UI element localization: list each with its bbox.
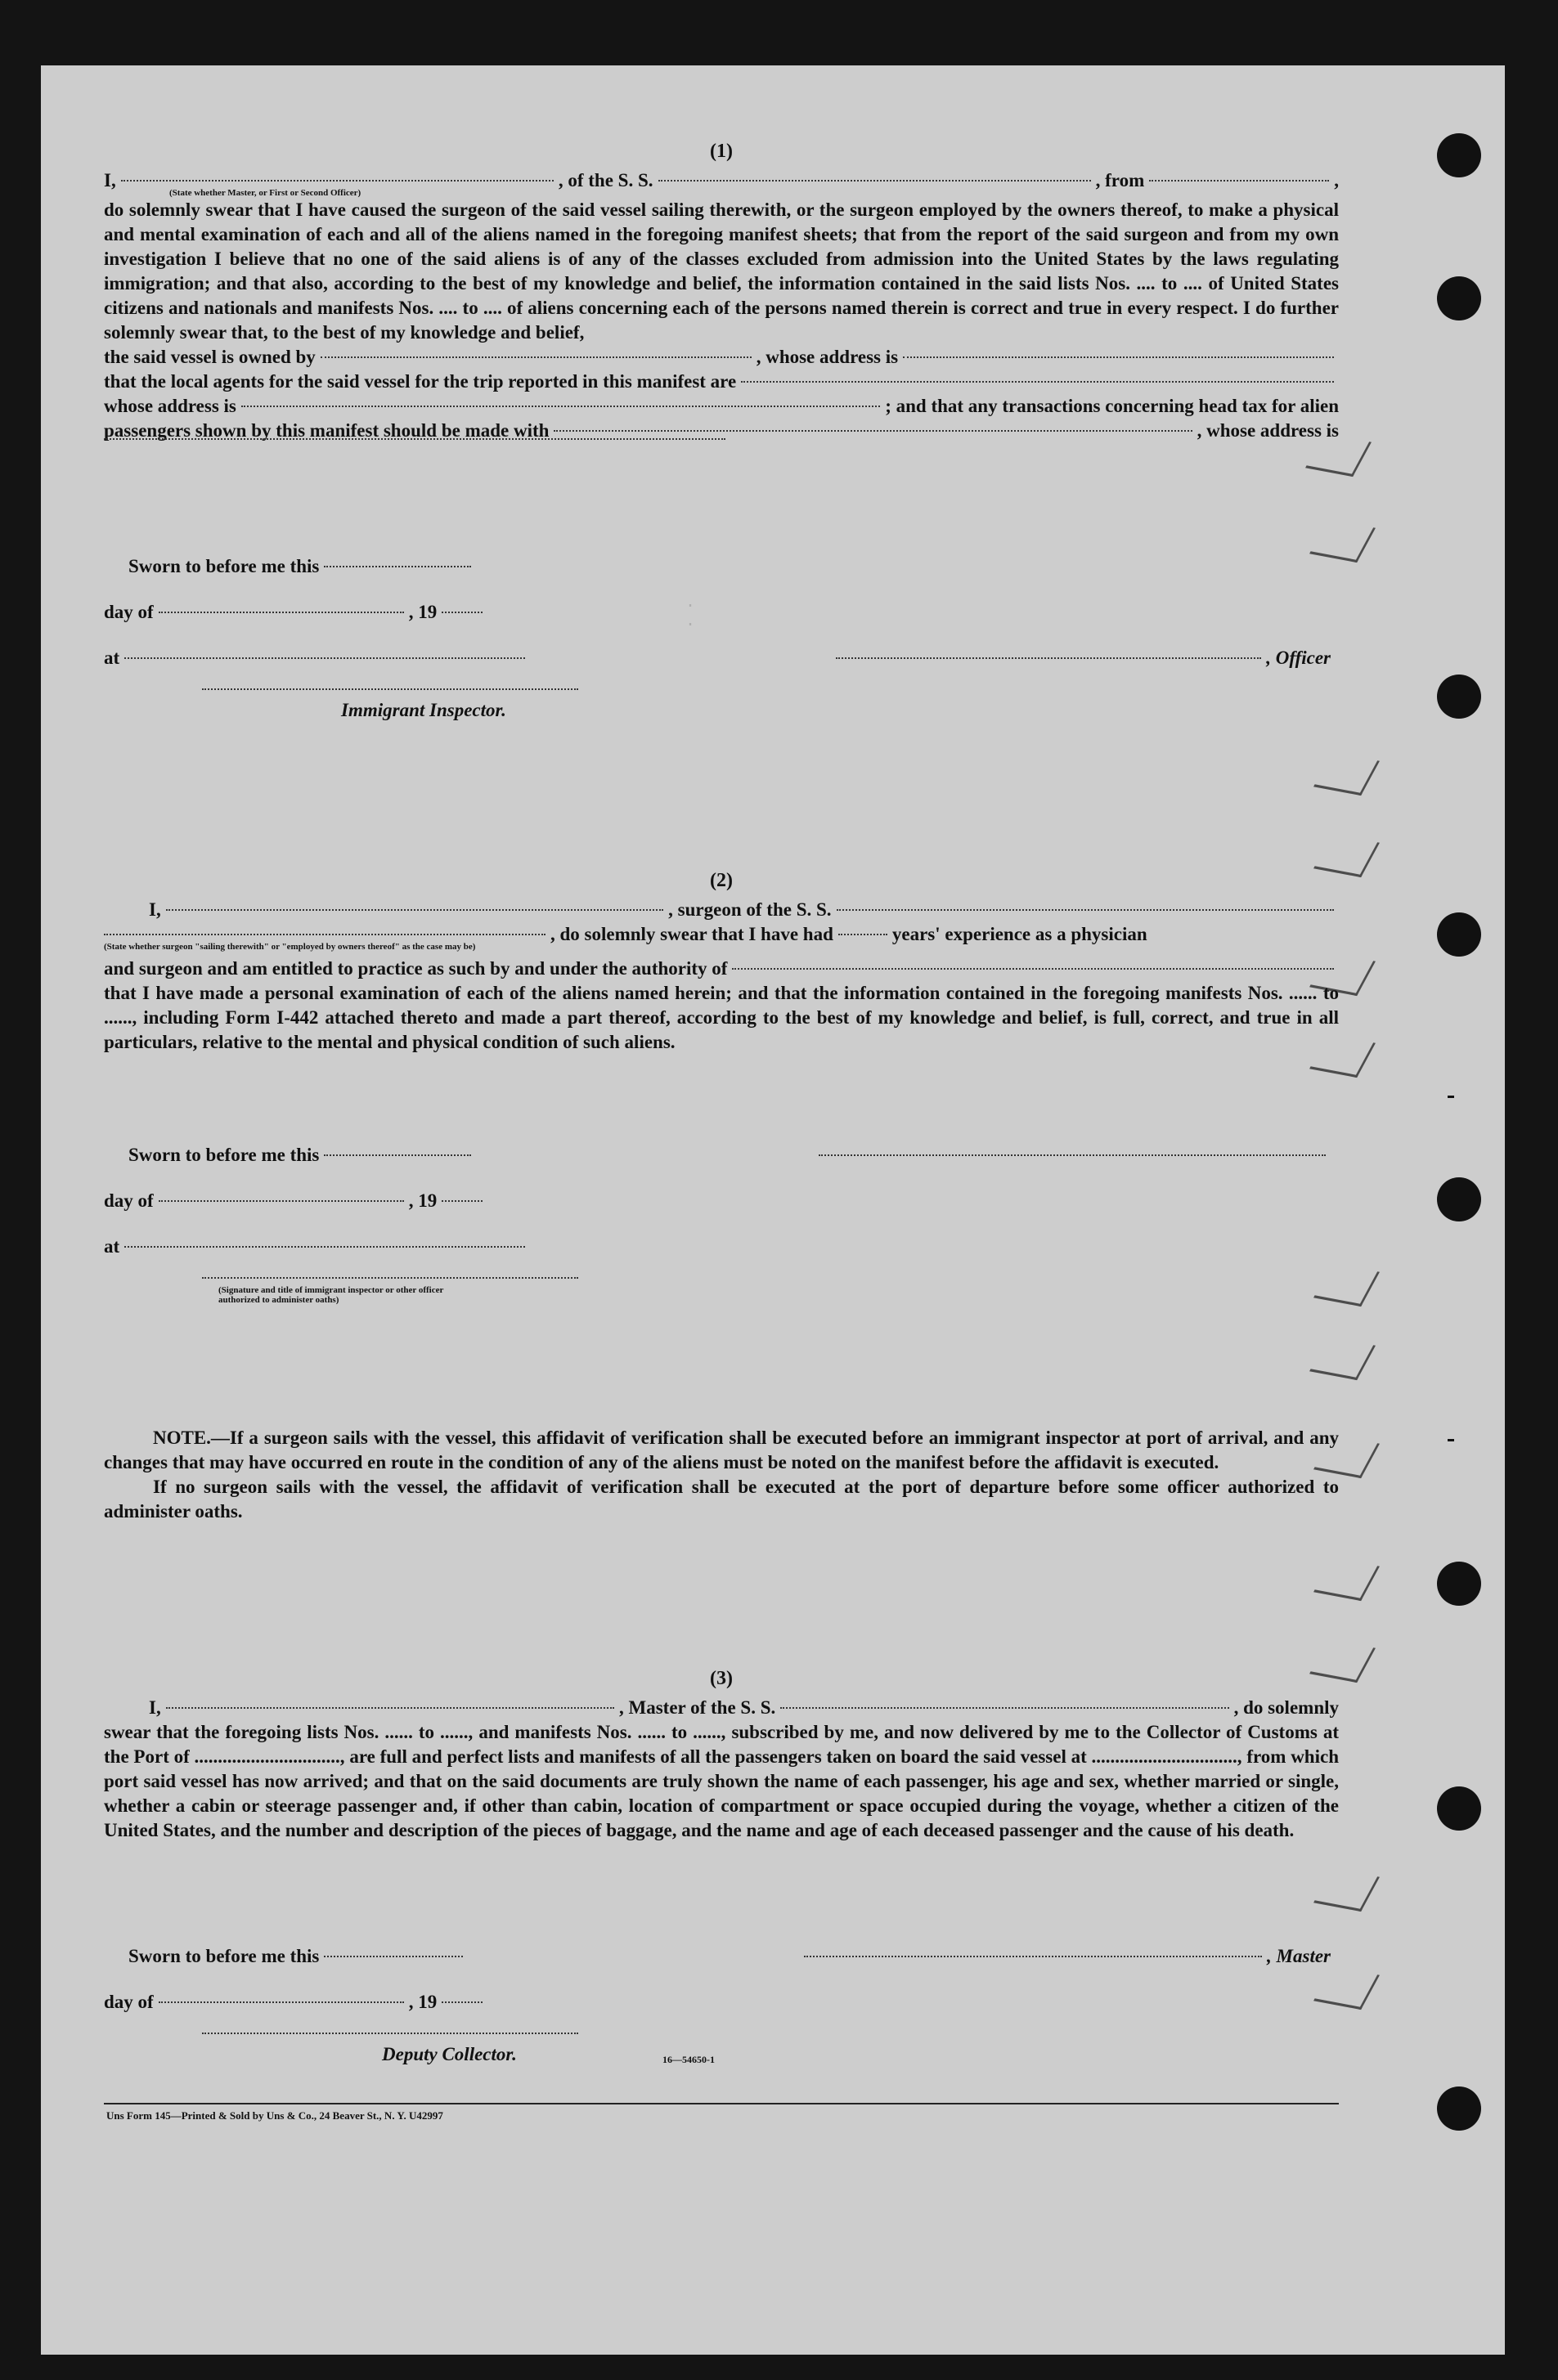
collector-signature-field[interactable]: [202, 2033, 578, 2034]
declarant-line: I, , of the S. S. , from ,: [104, 170, 1340, 190]
sworn-place-field-2[interactable]: [124, 1246, 525, 1248]
check-mark: [1313, 752, 1380, 796]
sworn-year-field-2[interactable]: [442, 1200, 483, 1202]
surgeon-status-field[interactable]: [104, 934, 546, 935]
surgeon-name-field[interactable]: [166, 909, 663, 911]
section-number: (3): [710, 1668, 733, 1689]
sworn-month-field-2[interactable]: [159, 1200, 404, 1202]
head-tax-line: passengers shown by this manifest should be made with , whose address is: [104, 420, 1339, 441]
oath-paragraph: do solemnly swear that I have caused the surgeon of the said vessel sailing therewith, or the surgeon employed by the owners thereof, to make a physical and mental examination of each and all of the aliens named in the foregoing manifest sheets; that from the report of the said surgeon and from my own investigation I believe that no one of the said aliens is of any of the classes excluded from admission into the United States by the laws regulating immigration; and that also, according to the best of my knowledge and belief, the information contained in the said lists Nos. .... to .... of United States citizens and nationals and manifests Nos. .... to .... of aliens concerning each of the persons named therein is correct and true in every respect. I do further solemnly swear that, to the best of my knowledge and belief,: [104, 199, 1339, 343]
master-oath-paragraph: swear that the foregoing lists Nos. ...... to ......, and manifests Nos. ...... to ......, subscribed by me, and now delivered by me to the Collector of Customs at the Port of ..............................., are full and perfect lists and manifests of all the passengers taken on board the said vessel at ..............................., from which port said vessel has now arrived; and that on the said documents are truly shown the name of each passenger, his age and sex, whether married or single, whether a cabin or steerage passenger and, if other than cabin, location of compartment or space occupied during the voyage, whether a citizen of the United States, and the number and description of the pieces of baggage, and the name and age of each deceased passenger and the cause of his death.: [104, 1722, 1339, 1840]
sworn-year-field-1[interactable]: [442, 612, 483, 613]
agents-line: that the local agents for the said vessel for the trip reported in this manifest are: [104, 370, 1339, 394]
head-tax-address-line: [104, 443, 1339, 445]
officer-oath-signature-field[interactable]: [202, 1277, 578, 1279]
punch-hole: [1437, 1562, 1481, 1606]
master-signature-field[interactable]: [804, 1956, 1262, 1957]
sworn-month-field-3[interactable]: [159, 2001, 404, 2003]
inspector-signature-field[interactable]: [202, 688, 578, 690]
collector-label: Deputy Collector.: [382, 2044, 517, 2064]
affidavit-section-1: [104, 139, 1339, 445]
master-vessel-field-3[interactable]: [780, 1707, 1228, 1709]
bleed-through: · ·: [685, 597, 696, 634]
punch-hole: [1437, 912, 1481, 957]
from-port-field[interactable]: [1149, 180, 1329, 182]
head-tax-party-field[interactable]: [554, 430, 1192, 432]
agents-field[interactable]: [741, 381, 1334, 383]
jurat-3: Sworn to before me this , Master day of , 19 Deputy Collector.: [104, 1946, 1331, 2064]
master-line: I, , Master of the S. S. , do solemnly: [149, 1697, 1339, 1718]
authority-field[interactable]: [732, 968, 1334, 970]
check-mark: [1313, 1868, 1380, 1912]
sworn-day-field-2[interactable]: [324, 1154, 471, 1156]
footer-rule: [104, 2103, 1339, 2104]
sworn-month-field-1[interactable]: [159, 612, 404, 613]
note-section: [104, 1426, 1339, 1524]
authority-line: and surgeon and am entitled to practice as such by and under the authority of: [104, 957, 1339, 981]
punch-hole: [1437, 133, 1481, 177]
owner-field[interactable]: [321, 356, 752, 358]
surgeon-vessel-field[interactable]: [837, 909, 1334, 911]
surgeon-line: I, , surgeon of the S. S.: [104, 898, 1339, 922]
check-mark: [1313, 1558, 1380, 1601]
form-number: 16—54650-1: [662, 2054, 715, 2065]
note-paragraph: NOTE.—If a surgeon sails with the vessel, this affidavit of verification shall be executed before an immigrant inspector at port of arrival, and any changes that may have occurred en route in the condition of any of the aliens must be noted on the manifest before the affidavit is executed.: [104, 1428, 1339, 1472]
punch-hole: [1437, 1786, 1481, 1831]
oath-officer-note: (Signature and title of immigrant inspector or other officer authorized to administer oaths): [218, 1285, 444, 1305]
sworn-day-field-3[interactable]: [324, 1956, 463, 1957]
note-paragraph-2: If no surgeon sails with the vessel, the affidavit of verification shall be executed at the port of departure before some officer authorized to administer oaths.: [104, 1477, 1339, 1522]
officer-signature-field[interactable]: [836, 657, 1261, 659]
surgeon-signature-field[interactable]: [819, 1154, 1326, 1156]
owner-address-field[interactable]: [903, 356, 1334, 358]
punch-hole: [1437, 276, 1481, 320]
master-name-field-3[interactable]: [166, 1707, 614, 1709]
inspector-label: Immigrant Inspector.: [341, 700, 506, 720]
margin-tick: [1448, 1439, 1454, 1441]
section-number: (1): [710, 141, 733, 162]
sworn-place-field-1[interactable]: [124, 657, 525, 659]
agents-address-field[interactable]: [241, 406, 880, 407]
affidavit-section-3: [104, 1666, 1339, 1843]
sworn-year-field-3[interactable]: [442, 2001, 483, 2003]
jurat-1: Sworn to before me this day of , 19 at , Officer Immigrant Inspector.: [104, 556, 1331, 720]
agents-address-line: whose address is ; and that any transactions concerning head tax for alien: [104, 396, 1339, 416]
affidavit-section-2: [104, 868, 1339, 1055]
master-note: (State whether Master, or First or Second Officer): [169, 188, 361, 198]
years-experience-field[interactable]: [838, 934, 887, 935]
punch-hole: [1437, 1177, 1481, 1221]
surgeon-experience-line: , do solemnly swear that I have had years' experience as a physician: [104, 922, 1339, 947]
section-number: (2): [710, 870, 733, 891]
manifest-page: [41, 65, 1505, 2355]
vessel-name-field[interactable]: [658, 180, 1091, 182]
sworn-day-field-1[interactable]: [324, 566, 471, 567]
surgeon-oath-paragraph: that I have made a personal examination of each of the aliens named herein; and that the information contained in the foregoing manifests Nos. ...... to ......, including Form I-442 attached thereto and made a part thereof, according to the best of my knowledge and belief, is full, correct, and true in all particulars, relative to the mental and physical condition of such aliens.: [104, 983, 1339, 1052]
master-name-field[interactable]: [121, 180, 554, 182]
owner-line: the said vessel is owned by , whose address is: [104, 345, 1339, 370]
check-mark: [1309, 1337, 1376, 1380]
punch-hole: [1437, 2086, 1481, 2131]
printer-line: Uns Form 145—Printed & Sold by Uns & Co., 24 Beaver St., N. Y. U42997: [106, 2109, 443, 2122]
margin-tick: [1448, 1096, 1454, 1098]
jurat-2: Sworn to before me this day of , 19 at (Signature and title of immigrant inspector or other officer authorized to administer oaths): [104, 1145, 1331, 1305]
punch-hole: [1437, 675, 1481, 719]
head-tax-address-field[interactable]: [104, 438, 725, 440]
surgeon-note: (State whether surgeon "sailing therewith" or "employed by owners thereof" as the case may be): [104, 942, 476, 952]
